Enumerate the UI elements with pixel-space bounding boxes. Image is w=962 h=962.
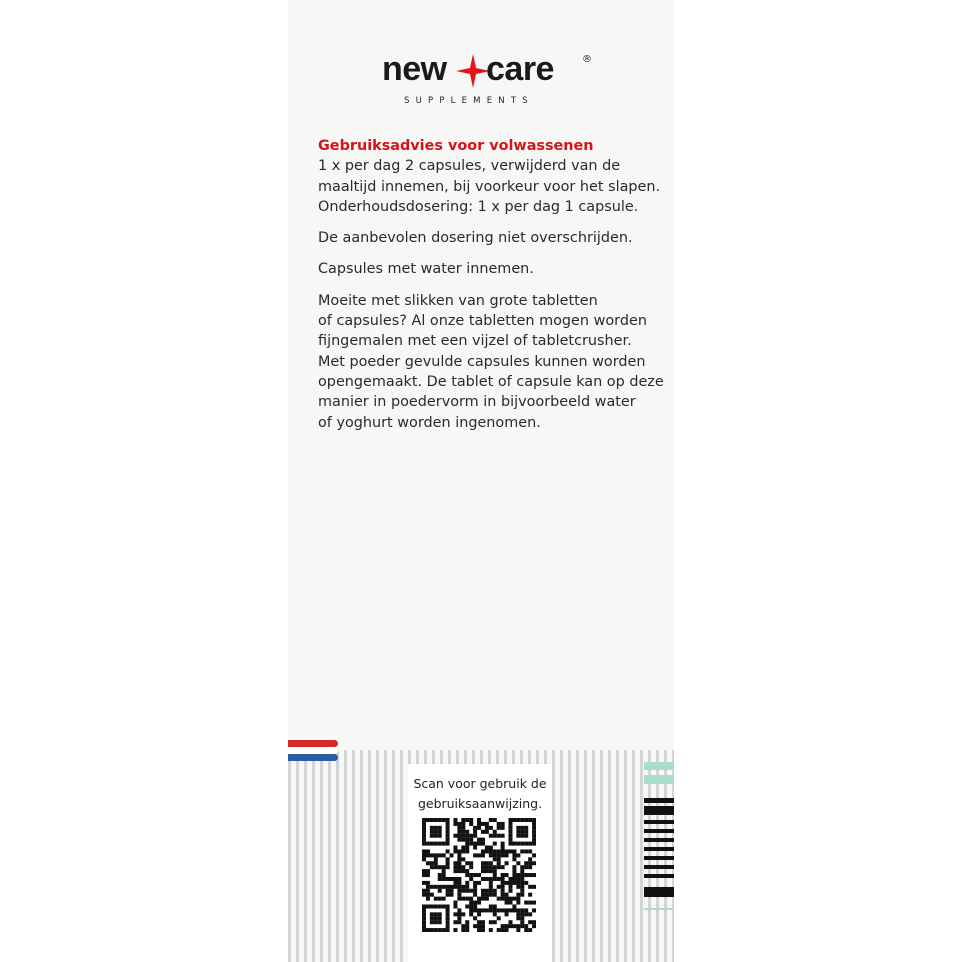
usage-line: maaltijd innemen, bij voorkeur voor het slapen. [318, 178, 661, 195]
control-bar [644, 887, 674, 897]
control-bar [644, 762, 674, 770]
control-bar [644, 908, 674, 910]
usage-line: manier in poedervorm in bijvoorbeeld water [318, 394, 636, 411]
usage-paragraph [318, 156, 663, 217]
usage-line: opengemaakt. De tablet of capsule kan op deze [318, 373, 664, 390]
usage-line: Capsules met water innemen. [318, 261, 534, 278]
logo-word-care: care [486, 50, 554, 88]
control-bar [644, 838, 674, 842]
star-icon [456, 54, 490, 88]
logo-tagline: SUPPLEMENTS [404, 96, 534, 106]
usage-line: Onderhoudsdosering: 1 x per dag 1 capsule. [318, 198, 639, 215]
control-bar [644, 856, 674, 860]
new-care-logo [382, 50, 602, 110]
registered-mark: ® [582, 54, 592, 65]
usage-line: fijngemalen met een vijzel of tabletcrusher. [318, 333, 632, 350]
qr-caption [408, 774, 552, 814]
usage-heading: Gebruiksadvies voor volwassenen [318, 138, 594, 154]
usage-line: of capsules? Al onze tabletten mogen worden [318, 313, 647, 330]
usage-line: 1 x per dag 2 capsules, verwijderd van de [318, 158, 621, 175]
qr-panel [408, 764, 552, 962]
control-bar [644, 806, 674, 815]
usage-line: Moeite met slikken van grote tabletten [318, 292, 598, 309]
usage-line: De aanbevolen dosering niet overschrijden. [318, 230, 633, 247]
control-bar [644, 874, 674, 878]
control-bar [644, 820, 674, 824]
qr-caption-line1: Scan voor gebruik de [413, 776, 547, 791]
logo-word-new: new [382, 50, 447, 88]
color-control-bars [644, 762, 674, 912]
qr-caption-line2: gebruiksaanwijzing. [417, 796, 543, 811]
usage-line: of yoghurt worden ingenomen. [318, 414, 541, 431]
product-label [288, 0, 674, 962]
control-bar [644, 865, 674, 869]
usage-paragraph [318, 291, 663, 433]
control-bar [644, 847, 674, 851]
control-bar [644, 798, 674, 803]
qr-code[interactable] [422, 818, 536, 932]
usage-text [318, 136, 663, 444]
dutch-flag [288, 740, 338, 762]
usage-line: Met poeder gevulde capsules kunnen worden [318, 353, 646, 370]
usage-paragraph [318, 259, 663, 279]
control-bar [644, 829, 674, 833]
control-bar [644, 775, 674, 784]
usage-paragraph [318, 228, 663, 248]
